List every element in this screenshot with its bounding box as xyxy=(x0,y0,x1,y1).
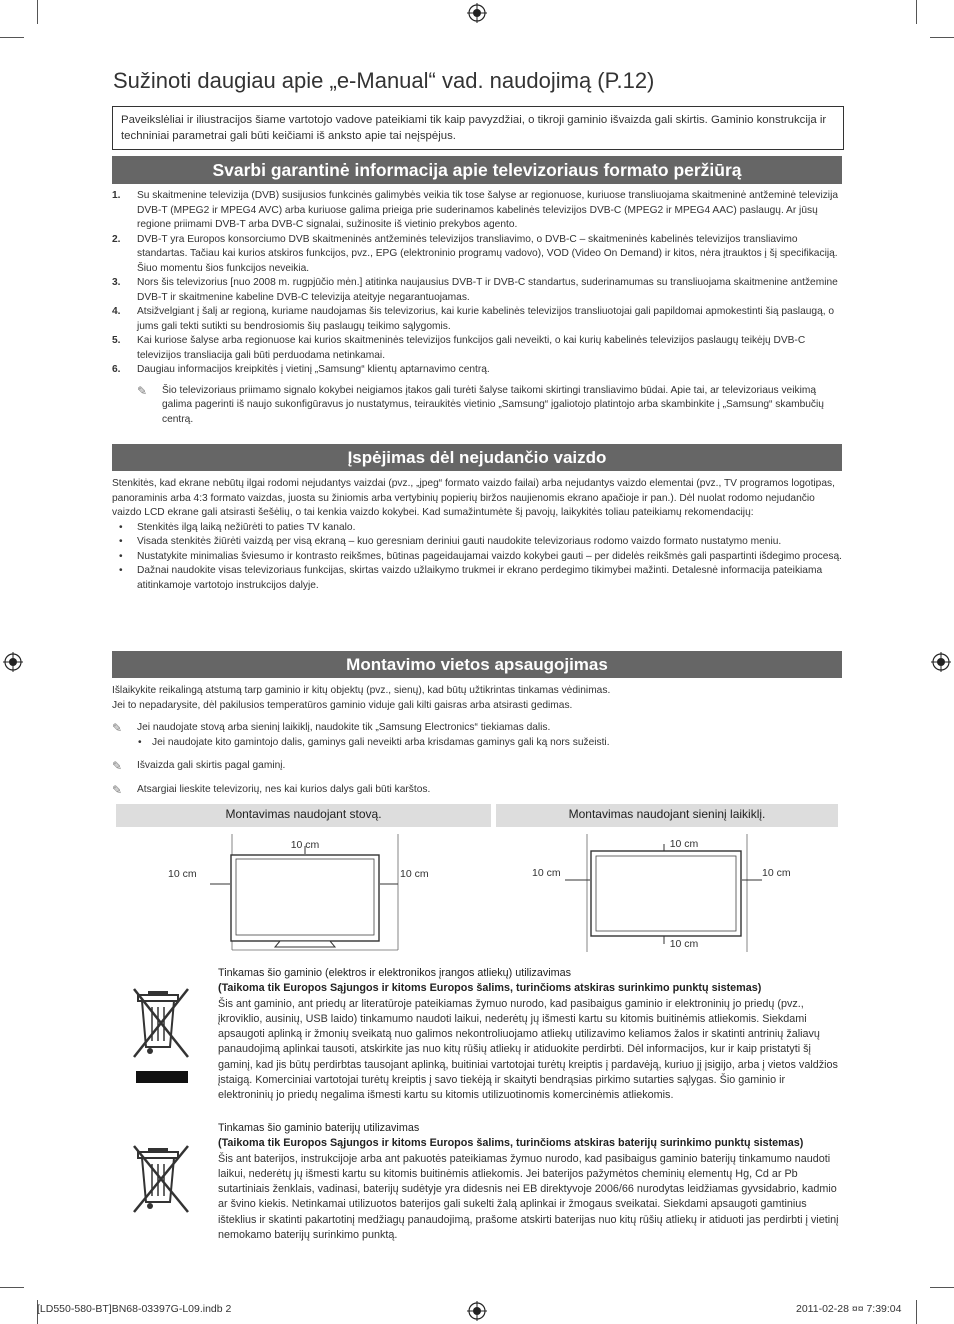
list-item xyxy=(112,363,840,378)
item-text: DVB-T yra Europos konsorciumo DVB skaitmeninės antžeminės televizijos transliavimo, o DVB-C – skaitmeninės kabelinės televizijos transliavimo standartas. Tačiau kai kurios atskiros funkcijos, pvz., EPG (elektroninio programų vadovo), VOD (Video On Demand) ir kitos, nėra įtrauktos į šį specifikaciją. Šiuo momentu šios funkcijos neveikia. xyxy=(137,233,838,274)
note-item xyxy=(112,721,842,736)
item-number: 3. xyxy=(112,277,121,288)
pencil-note-icon: ✎ xyxy=(137,383,148,398)
stand-mount-heading: Montavimas naudojant stovą. xyxy=(116,804,491,827)
note-text: Išvaizda gali skirtis pagal gaminį. xyxy=(137,760,286,771)
footer-file-info: [LD550-580-BT]BN68-03397G-L09.indb 2 xyxy=(37,1303,232,1315)
list-item: • Visada stenkitės žiūrėti vaizdą per visą ekraną – kuo geresniam deriniui gauti naudokite televizoriaus rodomo vaizdo formato nustatymo meniu. xyxy=(112,535,842,550)
weee-body: Šis ant baterijos, instrukcijoje arba ant pakuotės pateikiamas žymuo nurodo, kad pasibaigus gaminio baterijų tinkamumo naudoti laikui, nederėtų jų išmesti kartu su kitomis buitinėmis atliekomis. Jei baterijos pažymėtos cheminių elementų Hg, Cd ar Pb sutartiniais ženklais, vadinasi, baterijų sudėtyje yra didesnis nei EB direktyvoje 2006/66 nurodytas leidžiamas gyvsidabrio, kadmio ar švino kiekis. Netinkamai utilizuotos baterijos gali sukelti žalą aplinkai ir žmogaus sveikatai. Siekdami apsaugoti gamtinius išteklius ir skatinti pakartotinį medžiagų panaudojimą, prašome atskirti baterijas nuo kitų rūšių atliekų ir atiduoti jas perdirbti į vietinį nemokamo baterijų surinkimo punktą. xyxy=(218,1152,839,1242)
weee-subtitle: (Taikoma tik Europos Sąjungos ir kitoms Europos šalims, turinčioms atskiras baterijų surinkimo punktų sistemas) xyxy=(218,1137,804,1150)
weee-product-block xyxy=(218,966,840,1104)
list-item xyxy=(112,233,840,277)
section-heading-installation: Montavimo vietos apsaugojimas xyxy=(112,651,842,678)
stand-mount-diagram xyxy=(160,834,450,954)
section-heading-warranty: Svarbi garantinė informacija apie televizoriaus formato peržiūrą xyxy=(112,156,842,184)
dim-label-left: 10 cm xyxy=(532,867,561,879)
registration-mark-icon xyxy=(467,1301,487,1321)
note-text: Atsargiai lieskite televizorių, nes kai kurios dalys gali būti karštos. xyxy=(137,783,431,795)
item-text: Atsižvelgiant į šalį ar regioną, kuriame naudojamas šis televizorius, kai kurie kabelinės televizijos transliuotojai gali papildomai apmokestinti šią paslaugą, o jums gali tekti sutikti su bendrosiomis šių paslaugų teikimo sąlygomis. xyxy=(137,306,835,332)
item-text: Kai kuriose šalyse arba regionuose kai kurios skaitmeninės televizijos funkcijos gali neveikti, o kai kurių kabelinės televizijos paslaugų teikėjų DVB-C televizijos transliacija gali būti perduodama netinkamai. xyxy=(137,335,806,361)
item-text: Nors šis televizorius [nuo 2008 m. rugpjūčio mėn.] atitinka naujausius DVB-T ir DVB-C standartus, suderinamumas su transliuojama skaitmenine antžemine DVB-T ir skaitmenine kabeline DVB-C televizija ateityje negarantuojamas. xyxy=(137,277,838,303)
list-item: • Dažnai naudokite visas televizoriaus funkcijas, skirtas vaizdo užlaikymo trukmei ir ekrano perdegimo tikimybei mažinti. Detalesnė informacija pateikiama atitinkamoje vartotojo instrukcijos dalyje. xyxy=(112,564,842,593)
item-number: 1. xyxy=(112,190,121,201)
sub-bullet: • Jei naudojate kito gamintojo dalis, gaminys gali neveikti arba krisdamas gaminys gali ką nors sužeisti. xyxy=(112,736,842,751)
still-image-section xyxy=(112,477,842,593)
crossed-bin-icon xyxy=(130,1142,194,1214)
note-item xyxy=(112,384,840,428)
note-text: Jei naudojate stovą arba sieninį laikiklį, naudokite tik „Samsung Electronics“ tiekiamas dalis. xyxy=(137,722,551,733)
weee-battery-block xyxy=(218,1121,840,1243)
tv-screen xyxy=(596,856,736,931)
list-item xyxy=(112,305,840,334)
crop-mark xyxy=(0,37,24,38)
weee-title: Tinkamas šio gaminio (elektros ir elektronikos įrangos atliekų) utilizavimas xyxy=(218,967,572,979)
crossed-bin-icon xyxy=(130,985,194,1085)
footer-timestamp: 2011-02-28 ¤¤ 7:39:04 xyxy=(796,1303,902,1315)
section-intro: Stenkitės, kad ekrane nebūtų ilgai rodomi nejudantys vaizdai (pvz., „jpeg“ formato vaizdo failai) arba nejudantys vaizdo elementai (pvz., TV programos logotipas, panoraminis arba 4:3 formato vaizdas, juosta su žiniomis arba vertybinių popierių biržos naujienomis ekrano apačioje ir pan.). Dėl nuolat rodomo nejudančio vaizdo LCD ekrane gali atsirasti šešėlių, o tai kenkia vaizdo kokybei. Kad sumažintumėte šį pavojų, laikykitės toliau pateikiamų rekomendacijų: xyxy=(112,478,835,518)
list-item xyxy=(112,276,840,305)
registration-mark-icon xyxy=(467,3,487,23)
crop-mark xyxy=(0,1287,24,1288)
registration-mark-icon xyxy=(931,652,951,672)
pencil-note-icon: ✎ xyxy=(112,759,123,773)
dim-label-bottom: 10 cm xyxy=(669,938,699,950)
list-item xyxy=(112,189,840,233)
list-item: • Nustatykite minimalias šviesumo ir kontrasto reikšmes, būtinas pageidaujamai vaizdo kokybei gauti – per didelės reikšmės gali paspartinti išdegimo procesą. xyxy=(112,550,842,565)
list-item xyxy=(112,334,840,363)
tv-screen xyxy=(236,859,374,935)
crop-mark xyxy=(916,0,917,24)
dim-label-top: 10 cm xyxy=(290,839,320,851)
recommendation-list xyxy=(112,521,842,594)
note-item xyxy=(112,759,842,774)
note-item xyxy=(112,783,842,798)
section-intro: Išlaikykite reikalingą atstumą tarp gaminio ir kitų objektų (pvz., sienų), kad būtų užtikrintas tinkamas vėdinimas. xyxy=(112,685,611,696)
item-text: Daugiau informacijos kreipkitės į vietinį „Samsung“ klientų aptarnavimo centrą. xyxy=(137,364,490,375)
tv-stand xyxy=(275,941,335,947)
item-number: 6. xyxy=(112,364,121,375)
page-title: Sužinoti daugiau apie „e-Manual“ vad. naudojimą (P.12) xyxy=(113,68,655,93)
warranty-list xyxy=(112,189,840,427)
pencil-note-icon: ✎ xyxy=(112,721,123,735)
note-text: Šio televizoriaus priimamo signalo kokybei neigiamos įtakos gali turėti šalyse taikomi skirtingi transliavimo būdai. Apie tai, ar televizoriaus veikimą galima pagerinti iš naujo sukonfigūravus jo nustatymus, teiraukitės vietinio „Samsung“ įgaliotojo platintojo arba skambinkite į „Samsung“ skambučių centrą. xyxy=(162,384,824,425)
installation-section xyxy=(112,684,842,797)
weee-subtitle: (Taikoma tik Europos Sąjungos ir kitoms Europos šalims, turinčioms atskiras surinkimo punktų sistemas) xyxy=(218,982,762,995)
section-intro: Jei to nepadarysite, dėl pakilusios temperatūros gaminio viduje gali kilti gaisras arba atsirasti gedimas. xyxy=(112,699,573,711)
weee-body: Šis ant gaminio, ant priedų ar literatūroje pateikiamas žymuo nurodo, kad pasibaigus gaminio ir elektroninių jo priedų (pvz., įkroviklio, ausinių, USB laido) tinkamumo naudoti laikui, nederėtų jų išmesti kartu su kitomis buitinėmis atliekomis. Siekdami apsaugoti aplinką ir žmonių sveikatą nuo galimos nekontroliuojamo atliekų utilizavimo keliamos žalos ir skatinti antrinių žaliavų panaudojimą aplinkai tausoti, atskirkite jas nuo kitų rūšių atliekų ir atiduokite perdirbti. Dėl informacijos, kur ir kaip pristatyti šį gaminį, kad jis būtų perdirbtas tausojant aplinką, buitiniai vartotojai turėtų kreiptis į pardavėją, kuriuo jį įsigijo, arba į vietos valdžios įstaigą. Komerciniai vartotojai turėtų kreiptis į savo tiekėją ir skaityti bendrąsias pirkimo sutarties sąlygas. Šio gaminio ir elektroninių jo priedų negalima išmesti kartu su kitomis utilizuotinomis komercinėmis atliekomis. xyxy=(218,997,838,1102)
weee-title: Tinkamas šio gaminio baterijų utilizavimas xyxy=(218,1122,420,1134)
dim-label-right: 10 cm xyxy=(762,867,791,879)
section-heading-still-image: Įspėjimas dėl nejudančio vaizdo xyxy=(112,444,842,471)
crop-mark xyxy=(930,37,954,38)
item-text: Su skaitmenine televizija (DVB) susijusios funkcinės galimybės veikia tik tose šalyse ar regionuose, kuriuose transliuojama skaitmeninė antžeminė televizija DVB-T (MPEG2 ir MPEG4 AVC) arba kuriuose galima prieiga prie suderinamos kabelinės televizijos DVB-C (MPEG2 ir MPEG4 AAC) paslaugų. Ar jūsų regione priimami DVB-T arba DVB-C signalai, sužinosite iš vietinio prekybos agento. xyxy=(137,190,838,230)
crop-mark xyxy=(930,1287,954,1288)
item-number: 5. xyxy=(112,335,121,346)
disclaimer-box: Paveikslėliai ir iliustracijos šiame vartotojo vadove pateikiami tik kaip pavyzdžiai, o tikroji gaminio išvaizda gali skirtis. Gaminio konstrukcija ir techniniai parametrai gali būti keičiami iš anksto apie tai neįspėjus. xyxy=(112,106,844,150)
wall-mount-heading: Montavimas naudojant sieninį laikiklį. xyxy=(496,804,838,827)
pencil-note-icon: ✎ xyxy=(112,782,123,797)
crop-mark xyxy=(916,1300,917,1324)
list-item: • Stenkitės ilgą laiką nežiūrėti to paties TV kanalo. xyxy=(112,521,842,536)
wall-mount-diagram xyxy=(530,834,800,954)
item-number: 2. xyxy=(112,233,121,245)
dim-label-top: 10 cm xyxy=(669,838,699,850)
crop-mark xyxy=(37,0,38,24)
registration-mark-icon xyxy=(3,652,23,672)
item-number: 4. xyxy=(112,306,121,317)
dim-label-left: 10 cm xyxy=(168,868,197,880)
dim-label-right: 10 cm xyxy=(400,868,429,880)
